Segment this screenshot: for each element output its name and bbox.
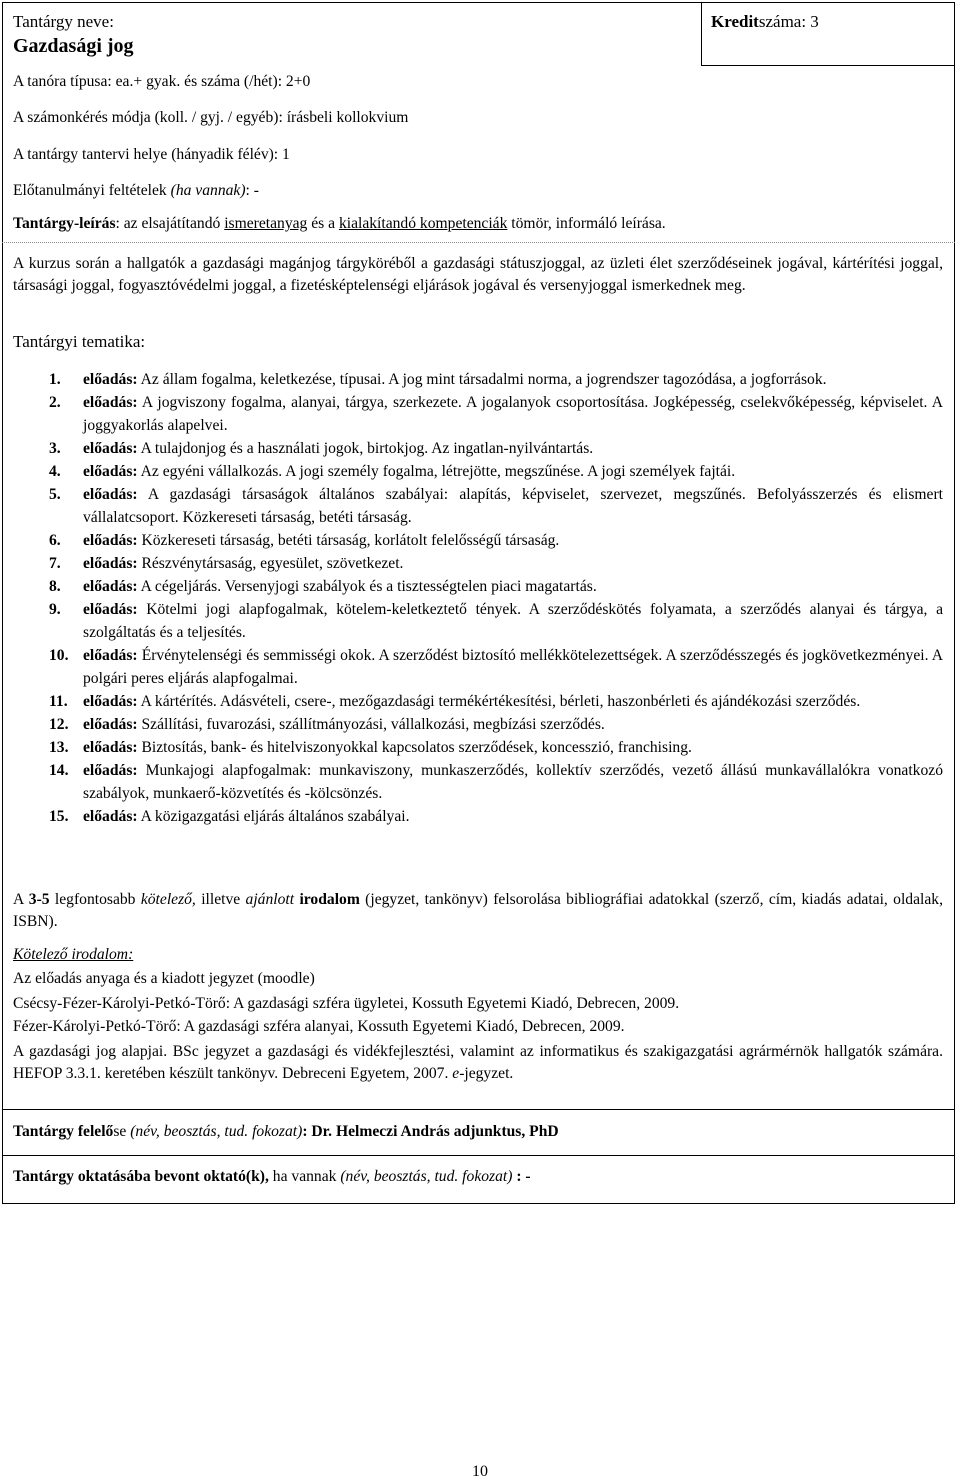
class-type-line: A tanóra típusa: ea.+ gyak. és száma (/hét): 2+0 [13,73,311,90]
tematika-item-number: 6. [49,532,61,549]
tematika-item-text: előadás: Kötelmi jogi alapfogalmak, kötelem-keletkeztető tények. A szerződéskötés folyamata, a szerződés alanyai és tárgya, a szolgáltatás és a teljesítés. [83,601,943,641]
tematika-item-number: 7. [49,555,61,572]
tematika-item-text: előadás: A gazdasági társaságok általános szabályai: alapítás, képviselet, szervezet, megszűnés. Befolyásszerzés és elismert vállalatcsoport. Közkereseti társaság, betéti társaság. [83,486,943,526]
tematika-item-number: 1. [49,371,61,388]
tematika-item-number: 14. [49,762,69,779]
tematika-item [13,575,943,598]
literature-intro: A 3-5 legfontosabb kötelező, illetve ajánlott irodalom (jegyzet, tankönyv) felsorolása bibliográfiai adatokkal (szerző, cím, kiadás adatai, oldalak, ISBN). [13,891,943,930]
lecture-prefix: előadás: [83,486,138,503]
reference-item: Csécsy-Fézer-Károlyi-Petkó-Törő: A gazdasági szféra ügyletei, Kossuth Egyetemi Kiadó, Debrecen, 2009. [13,995,680,1012]
tematika-list [13,368,943,828]
tematika-item [13,552,943,575]
tematika-item-text: előadás: A kártérítés. Adásvételi, csere-, mezőgazdasági termékértékesítési, bérleti, haszonbérleti és ajándékozási szerződés. [83,693,861,710]
lecture-prefix: előadás: [83,601,138,618]
tematika-item-number: 9. [49,601,61,618]
tematika-item-number: 11. [49,693,68,710]
tematika-item [13,736,943,759]
reference-item: Fézer-Károlyi-Petkó-Törő: A gazdasági szféra alanyai, Kossuth Egyetemi Kiadó, Debrecen, 2009. [13,1018,625,1035]
lecture-prefix: előadás: [83,739,138,756]
lecture-prefix: előadás: [83,463,138,480]
tematika-item-number: 5. [49,486,61,503]
lecture-prefix: előadás: [83,532,138,549]
tematika-item-text: előadás: A közigazgatási eljárás általános szabályai. [83,808,410,825]
tematika-heading: Tantárgyi tematika: [13,332,146,351]
lecture-prefix: előadás: [83,578,138,595]
tematika-item [13,483,943,529]
instructors-line: Tantárgy oktatásába bevont oktató(k), ha vannak (név, beosztás, tud. fokozat) : - [13,1168,531,1185]
lecture-prefix: előadás: [83,762,138,779]
tematika-item-number: 3. [49,440,61,457]
tematika-item [13,713,943,736]
tematika-item-text: előadás: Az állam fogalma, keletkezése, típusai. A jog mint társadalmi norma, a jogrendszer tagozódása, a jogforrások. [83,371,827,388]
subject-name: Gazdasági jog [13,35,134,57]
tematika-item [13,598,943,644]
lecture-prefix: előadás: [83,555,138,572]
tematika-item-number: 8. [49,578,61,595]
lecture-prefix: előadás: [83,440,138,457]
reference-item: Az előadás anyaga és a kiadott jegyzet (moodle) [13,970,315,987]
tematika-item-text: előadás: Biztosítás, bank- és hitelviszonyokkal kapcsolatos szerződések, koncesszió, franchising. [83,739,692,756]
tematika-item [13,391,943,437]
lecture-prefix: előadás: [83,716,138,733]
subject-label: Tantárgy neve: [13,12,114,31]
required-literature-label: Kötelező irodalom: [13,946,134,963]
lecture-prefix: előadás: [83,394,138,411]
lecture-prefix: előadás: [83,808,138,825]
credit-value: Kreditszáma: 3 [711,12,819,31]
prereq-line: Előtanulmányi feltételek (ha vannak): - [13,182,259,199]
tematika-item-number: 10. [49,647,69,664]
tematika-item-number: 15. [49,808,69,825]
section-divider [2,1109,955,1110]
tematika-item [13,368,943,391]
tematika-item [13,460,943,483]
tematika-item-text: előadás: A jogviszony fogalma, alanyai, tárgya, szerkezete. A jogalanyok csoportosítása. Jogképesség, cselekvőképesség, képviselet. A joggyakorlás alapelvei. [83,394,943,434]
lecture-prefix: előadás: [83,371,138,388]
lecture-prefix: előadás: [83,693,138,710]
semester-line: A tantárgy tantervi helye (hányadik félév): 1 [13,146,290,163]
description-body: A kurzus során a hallgatók a gazdasági magánjog tárgyköréből a gazdasági státuszjoggal, az üzleti élet szerződéseinek jogával, kártérítési joggal, társasági joggal, fogyasztóvédelmi joggal, a fizetésképtelenségi eljárások jogával és versenyjoggal ismerkednek meg. [13,255,943,294]
tematika-item [13,529,943,552]
tematika-item [13,644,943,690]
tematika-item-text: előadás: Munkajogi alapfogalmak: munkaviszony, munkaszerződés, kollektív szerződés, vezető állású munkavállalókra vonatkozó szabályok, munkaerő-közvetítés és -kölcsönzés. [83,762,943,802]
description-heading: Tantárgy-leírás: az elsajátítandó ismeretanyag és a kialakítandó kompetenciák tömör, informáló leírása. [13,215,666,232]
tematika-item [13,437,943,460]
tematika-item-number: 2. [49,394,61,411]
lecture-prefix: előadás: [83,647,138,664]
tematika-item [13,690,943,713]
section-divider [2,1155,955,1156]
page-number: 10 [472,1463,488,1480]
tematika-item [13,759,943,805]
reference-item: A gazdasági jog alapjai. BSc jegyzet a gazdasági és vidékfejlesztési, valamint az informatikus és szakigazgatási agrármérnök hallgatók számára. HEFOP 3.3.1. keretében készült tankönyv. Debreceni Egyetem, 2007. e-jegyzet. [13,1043,943,1082]
dotted-divider [2,242,955,243]
tematika-item-number: 13. [49,739,69,756]
tematika-item [13,805,943,828]
tematika-item-text: előadás: Érvénytelenségi és semmisségi okok. A szerződést biztosító mellékkötelezettségek. A szerződésszegés és jogkövetkezményei. A polgári peres eljárás alapfogalmai. [83,647,943,687]
tematika-item-text: előadás: Szállítási, fuvarozási, szállítmányozási, vállalkozási, megbízási szerződés. [83,716,605,733]
tematika-item-text: előadás: A cégeljárás. Versenyjogi szabályok és a tisztességtelen piaci magatartás. [83,578,597,595]
tematika-item-text: előadás: Az egyéni vállalkozás. A jogi személy fogalma, létrejötte, megszűnése. A jogi személyek fajtái. [83,463,736,480]
tematika-item-text: előadás: Közkereseti társaság, betéti társaság, korlátolt felelősségű társaság. [83,532,560,549]
tematika-item-number: 4. [49,463,61,480]
tematika-item-text: előadás: A tulajdonjog és a használati jogok, birtokjog. Az ingatlan-nyilvántartás. [83,440,594,457]
tematika-item-number: 12. [49,716,69,733]
exam-type-line: A számonkérés módja (koll. / gyj. / egyéb): írásbeli kollokvium [13,109,409,126]
tematika-item-text: előadás: Részvénytársaság, egyesület, szövetkezet. [83,555,404,572]
responsible-line: Tantárgy felelőse (név, beosztás, tud. fokozat): Dr. Helmeczi András adjunktus, PhD [13,1123,559,1140]
